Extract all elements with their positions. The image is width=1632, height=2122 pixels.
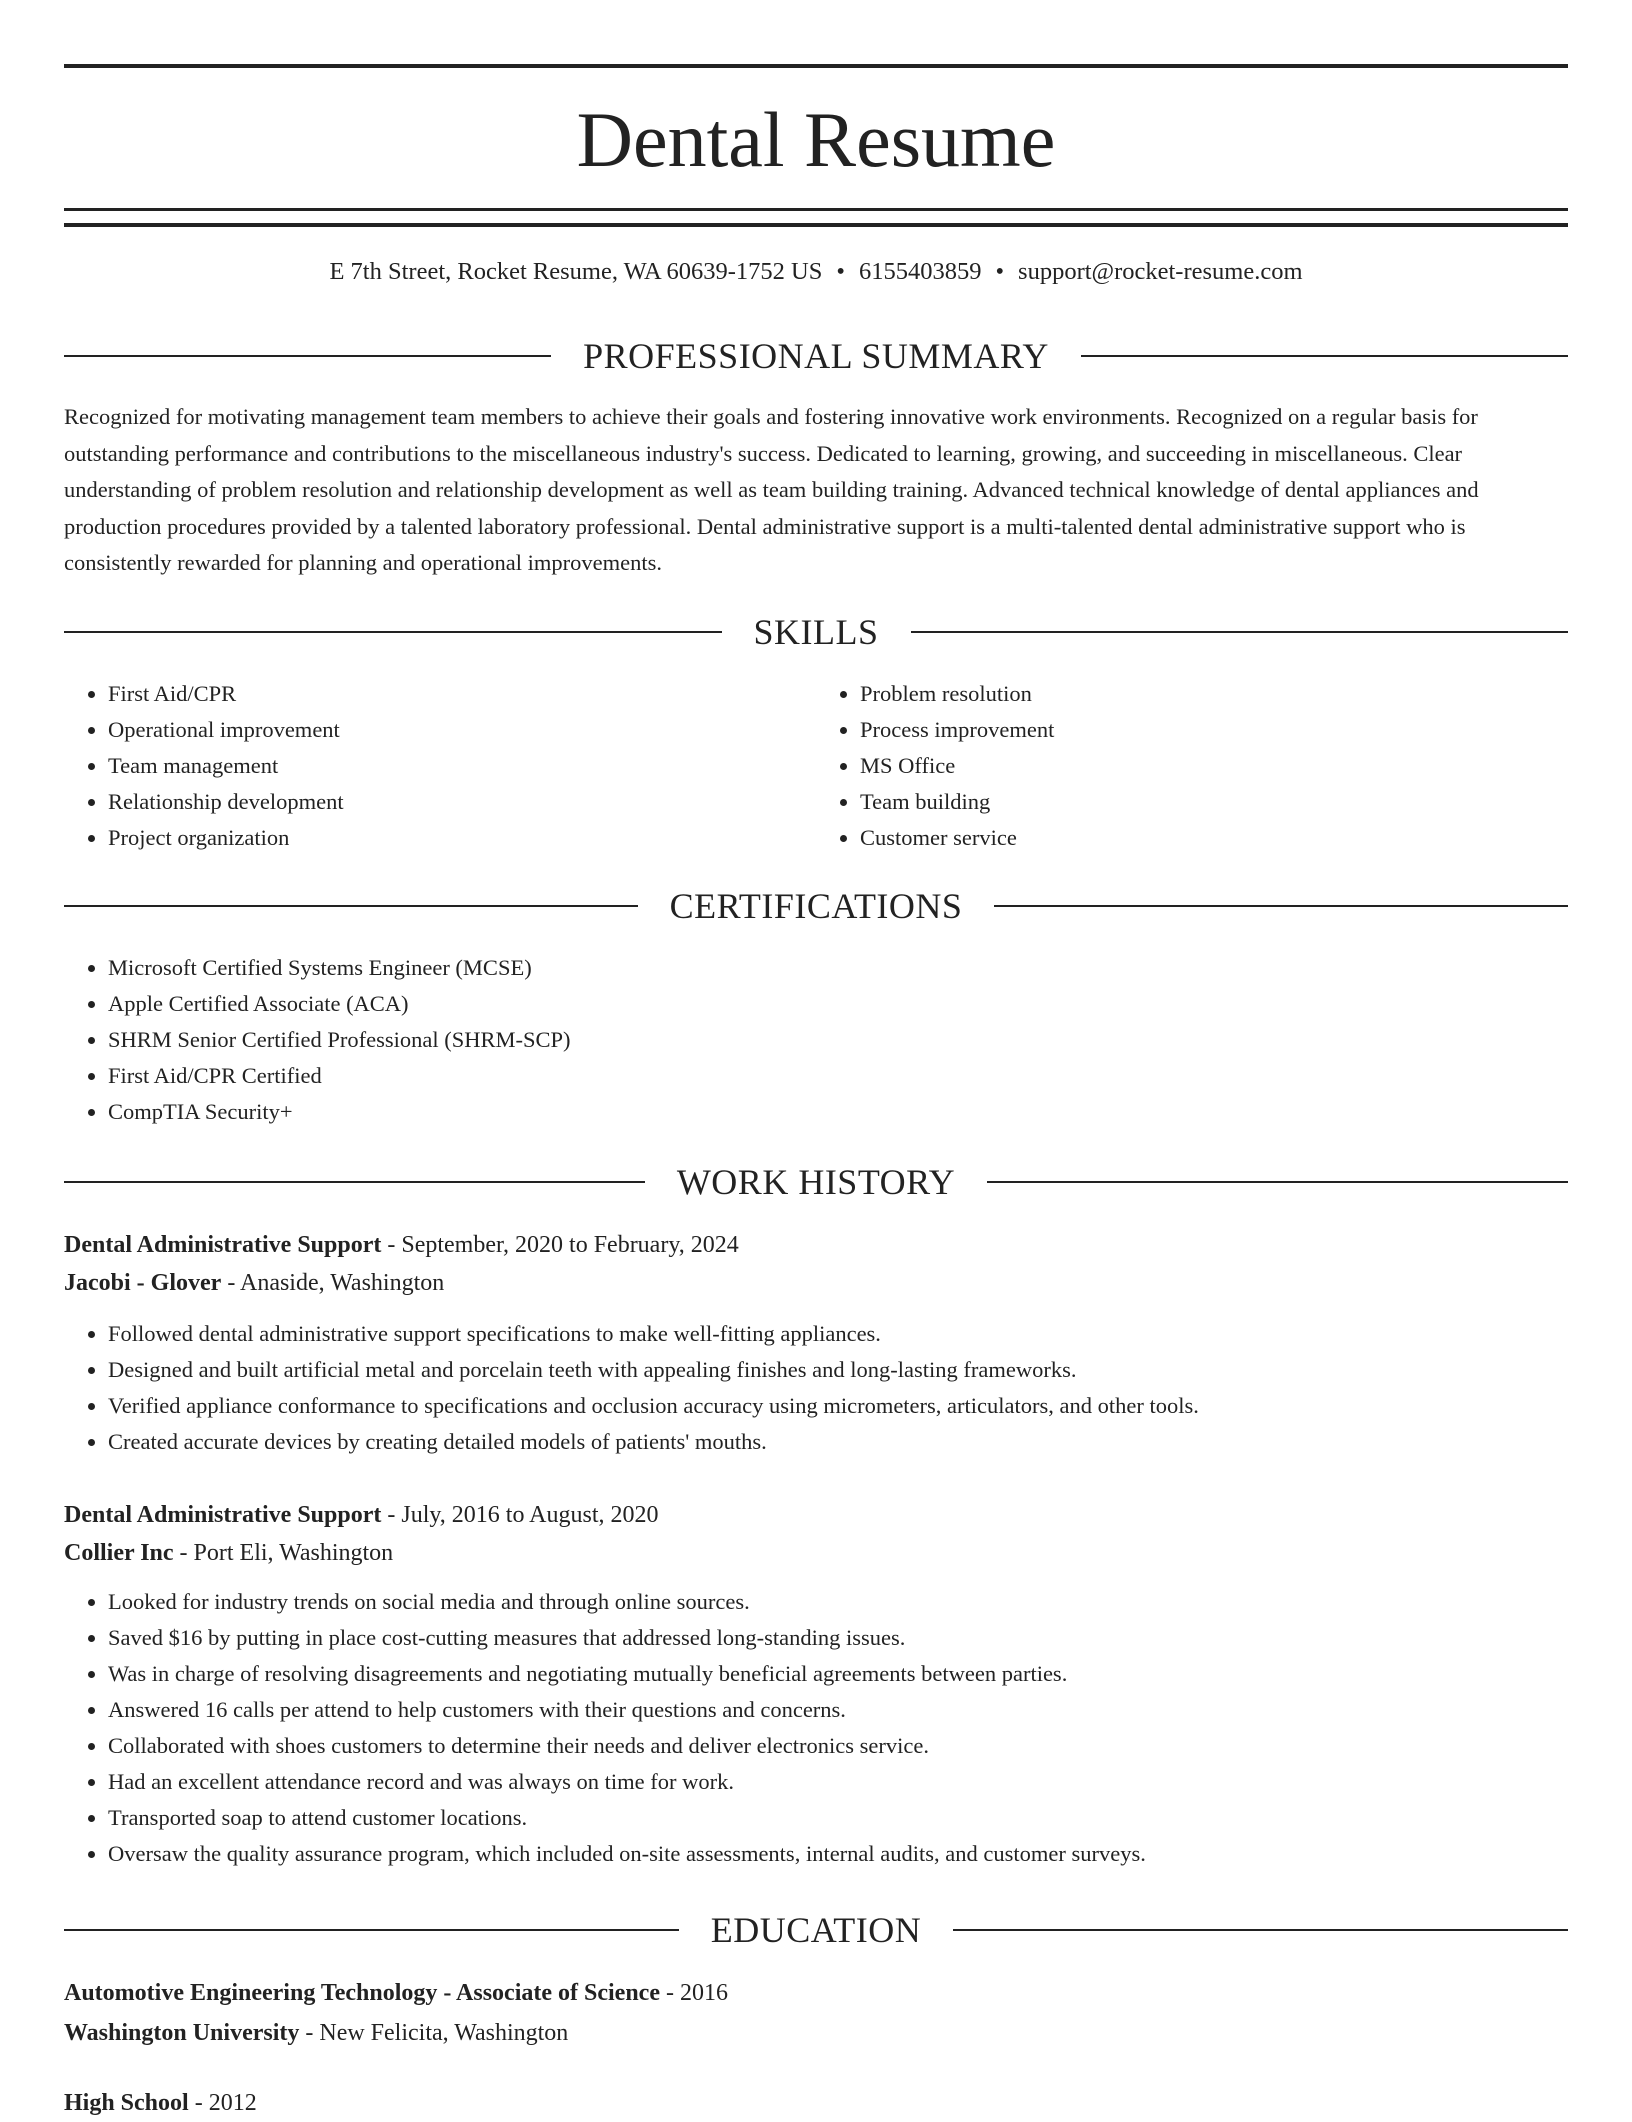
work-heading-label: WORK HISTORY	[676, 1162, 956, 1202]
certifications-heading-label: CERTIFICATIONS	[669, 886, 963, 926]
job-dates: - September, 2020 to February, 2024	[381, 1232, 739, 1258]
education-heading	[64, 1908, 1568, 1952]
job-company: Jacobi - Glover	[64, 1270, 222, 1296]
job-bullet: • Had an excellent attendance record and was always on time for work.	[108, 1764, 1568, 1800]
job-company: Collier Inc	[64, 1540, 174, 1566]
job-title: Dental Administrative Support	[64, 1502, 382, 1528]
job-bullet: • Followed dental administrative support specifications to make well-fitting appliances.	[108, 1316, 1568, 1352]
job-title-line	[64, 1226, 1568, 1264]
job-entry	[64, 1496, 1568, 1872]
heading-rule	[64, 1929, 679, 1931]
skill-item: • MS Office	[860, 748, 1568, 784]
education-school-line	[64, 2014, 1568, 2052]
skills-section	[64, 676, 1568, 856]
job-bullet: • Answered 16 calls per attend to help customers with their questions and concerns.	[108, 1692, 1568, 1728]
job-bullet: • Verified appliance conformance to specifications and occlusion accuracy using micrometers, articulators, and other tools.	[108, 1388, 1568, 1424]
skill-item: • Problem resolution	[860, 676, 1568, 712]
heading-rule	[953, 1929, 1568, 1931]
heading-rule	[1081, 355, 1568, 357]
certification-item: • SHRM Senior Certified Professional (SHRM-SCP)	[108, 1022, 1568, 1058]
heading-rule	[64, 1181, 645, 1183]
top-rule	[64, 64, 1568, 68]
certifications-list	[64, 950, 1568, 1130]
education-degree: High School	[64, 2090, 189, 2116]
skill-item: • Team building	[860, 784, 1568, 820]
certifications-heading	[64, 884, 1568, 928]
education-location: - New Felicita, Washington	[299, 2020, 569, 2046]
job-bullet: • Created accurate devices by creating detailed models of patients' mouths.	[108, 1424, 1568, 1460]
job-title-line	[64, 1496, 1568, 1534]
job-title: Dental Administrative Support	[64, 1232, 382, 1258]
certification-item: • First Aid/CPR Certified	[108, 1058, 1568, 1094]
skills-heading-label: SKILLS	[753, 612, 879, 652]
skill-item: • Customer service	[860, 820, 1568, 856]
education-heading-label: EDUCATION	[710, 1910, 922, 1950]
summary-heading-label: PROFESSIONAL SUMMARY	[583, 336, 1049, 376]
job-bullet: • Designed and built artificial metal and porcelain teeth with appealing finishes and long-lasting frameworks.	[108, 1352, 1568, 1388]
job-company-line	[64, 1534, 1568, 1572]
contact-phone: 6155403859	[858, 258, 982, 285]
education-degree-line	[64, 2084, 1568, 2122]
job-bullet: • Transported soap to attend customer locations.	[108, 1800, 1568, 1836]
title-double-rule	[64, 208, 1568, 227]
job-entry	[64, 1226, 1568, 1460]
job-bullet: • Oversaw the quality assurance program, which included on-site assessments, internal audits, and customer surveys.	[108, 1836, 1568, 1872]
contact-separator: •	[836, 258, 845, 285]
skill-item: • Relationship development	[108, 784, 816, 820]
skills-list-right	[816, 676, 1568, 856]
skills-heading	[64, 610, 1568, 654]
contact-address: E 7th Street, Rocket Resume, WA 60639-1752 US	[329, 258, 823, 285]
certification-item: • Microsoft Certified Systems Engineer (MCSE)	[108, 950, 1568, 986]
heading-rule	[987, 1181, 1568, 1183]
skill-item: • Team management	[108, 748, 816, 784]
summary-text: Recognized for motivating management team members to achieve their goals and fostering innovative work environments. Recognized on a regular basis for outstanding performance and contributions to the miscellaneous industry's success. Dedicated to learning, growing, and succeeding in miscellaneous. Clear understanding of problem resolution and relationship development as well as team building training. Advanced technical knowledge of dental appliances and production procedures provided by a talented laboratory professional. Dental administrative support is a multi-talented dental administrative support who is consistently rewarded for planning and operational improvements.	[64, 404, 1479, 575]
certification-item: • Apple Certified Associate (ACA)	[108, 986, 1568, 1022]
summary-heading	[64, 334, 1568, 378]
job-bullet: • Looked for industry trends on social media and through online sources.	[108, 1584, 1568, 1620]
job-bullets	[64, 1316, 1568, 1460]
summary-section	[64, 399, 1568, 582]
job-company-line	[64, 1264, 1568, 1302]
heading-rule	[64, 631, 722, 633]
job-bullet: • Saved $16 by putting in place cost-cutting measures that addressed long-standing issues.	[108, 1620, 1568, 1656]
job-location: - Anaside, Washington	[221, 1270, 445, 1296]
skill-item: • Process improvement	[860, 712, 1568, 748]
education-year: - 2012	[188, 2090, 257, 2116]
job-bullet: • Was in charge of resolving disagreements and negotiating mutually beneficial agreements between parties.	[108, 1656, 1568, 1692]
job-location: - Port Eli, Washington	[173, 1540, 394, 1566]
job-bullets	[64, 1584, 1568, 1872]
education-degree: Automotive Engineering Technology - Associate of Science	[64, 1980, 660, 2006]
education-entry	[64, 2084, 1568, 2122]
job-dates: - July, 2016 to August, 2020	[381, 1502, 659, 1528]
certification-item: • CompTIA Security+	[108, 1094, 1568, 1130]
education-degree-line	[64, 1974, 1568, 2012]
work-heading	[64, 1160, 1568, 1204]
contact-separator: •	[995, 258, 1005, 285]
education-year: - 2016	[659, 1980, 728, 2006]
heading-rule	[994, 905, 1568, 907]
skills-list-left	[64, 676, 816, 856]
certifications-section	[64, 950, 1568, 1130]
contact-email: support@rocket-resume.com	[1018, 258, 1303, 285]
education-school: Washington University	[64, 2020, 300, 2046]
job-bullet: • Collaborated with shoes customers to determine their needs and deliver electronics service.	[108, 1728, 1568, 1764]
resume-title: Dental Resume	[576, 96, 1056, 183]
skill-item: • Operational improvement	[108, 712, 816, 748]
education-entry	[64, 1974, 1568, 2052]
heading-rule	[911, 631, 1569, 633]
heading-rule	[64, 355, 551, 357]
heading-rule	[64, 905, 638, 907]
skill-item: • First Aid/CPR	[108, 676, 816, 712]
skill-item: • Project organization	[108, 820, 816, 856]
contact-line	[0, 254, 1632, 290]
